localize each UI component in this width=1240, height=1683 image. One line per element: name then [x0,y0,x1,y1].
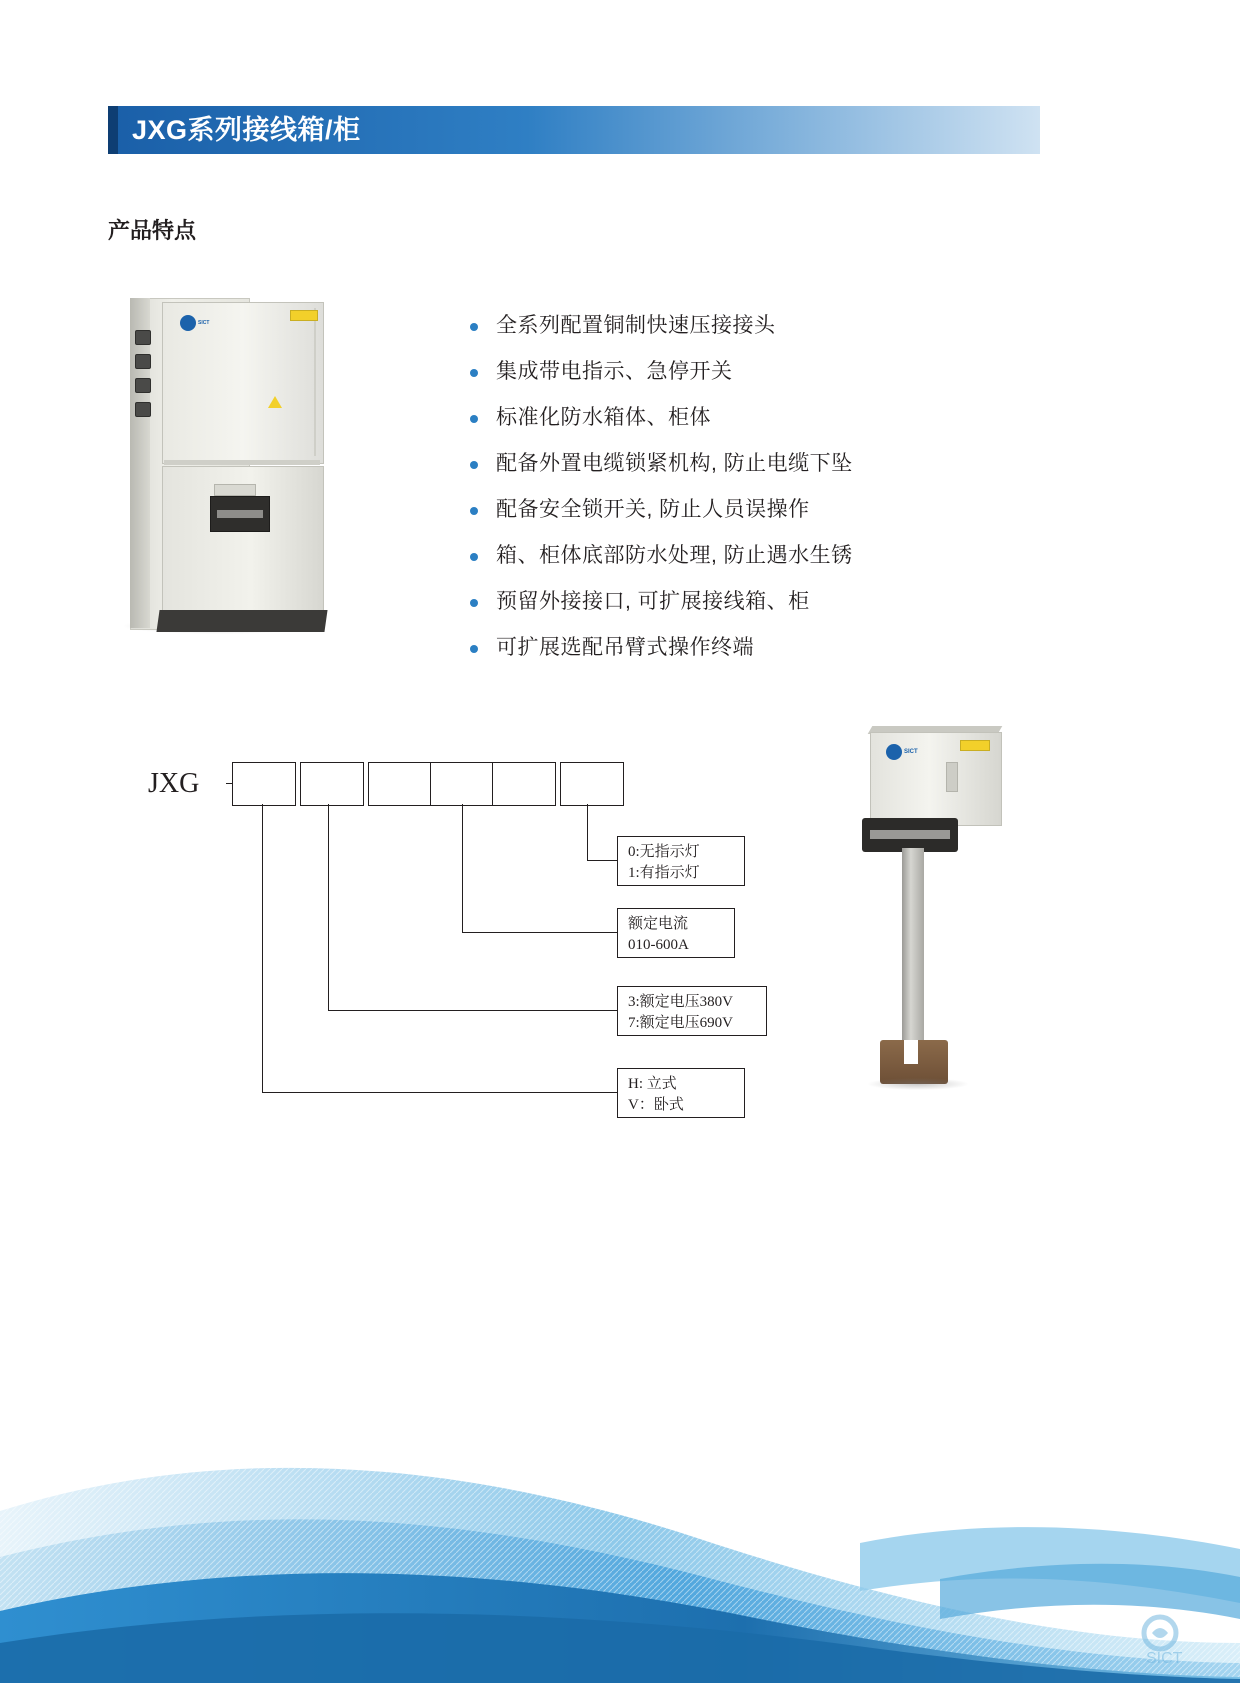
wave-svg [0,1343,1240,1683]
terminal-base-notch [904,1040,918,1064]
cabinet-base-plinth [156,610,327,632]
code-box-1[interactable] [232,762,296,806]
decorative-wave-artwork [0,1343,1240,1683]
feature-text: 集成带电指示、急停开关 [496,360,733,383]
brand-name-text: SICT [198,319,210,326]
cabinet-switch-4 [135,402,151,417]
note-line: 0:无指示灯 [628,844,700,860]
note-line: V：卧式 [628,1097,684,1113]
list-item [470,404,990,432]
feature-text: 全系列配置铜制快速压接接头 [496,314,776,337]
terminal-clamp-bar [870,830,950,839]
section-heading: 产品特点 [108,218,197,243]
terminal-product-photo [860,722,1060,1112]
warning-triangle-icon [268,396,282,408]
terminal-shadow [868,1078,968,1090]
list-item [470,312,990,340]
list-item [470,542,990,570]
feature-text: 预留外接接口, 可扩展接线箱、柜 [496,590,810,613]
leader-v-note-1 [587,804,588,860]
svg-text:SICT: SICT [1146,1650,1183,1667]
list-item [470,634,990,662]
bullet-dot-icon [470,645,478,653]
feature-text: 箱、柜体底部防水处理, 防止遇水生锈 [496,544,853,567]
leader-h-note-4 [262,1092,617,1093]
terminal-support-pole [902,848,924,1044]
leader-v-note-2 [462,804,463,932]
list-item [470,588,990,616]
cabinet-hatch-tag [214,484,256,496]
code-box-2[interactable] [300,762,364,806]
feature-text: 配备安全锁开关, 防止人员误操作 [496,498,810,521]
cabinet-side-shading [130,298,150,628]
brand-mark-icon [886,744,902,760]
feature-text: 配备外置电缆锁紧机构, 防止电缆下坠 [496,452,853,475]
brand-name-text: SICT [904,749,918,755]
leader-v-note-4 [262,804,263,1092]
code-box-4[interactable] [430,762,494,806]
cabinet-cable-clamp [210,496,270,532]
note-line: 1:有指示灯 [628,865,700,881]
note-box-indicator-lamp [617,836,745,886]
note-line: 额定电流 [628,916,689,932]
page-title: JXG系列接线箱/柜 [132,115,361,145]
feature-text: 标准化防水箱体、柜体 [496,406,711,429]
list-item [470,496,990,524]
brand-mark-icon [180,315,196,331]
note-line: H: 立式 [628,1076,677,1092]
leader-h-note-1 [587,860,617,861]
list-item [470,358,990,386]
code-box-3[interactable] [368,762,432,806]
note-line: 010-600A [628,937,689,953]
bullet-dot-icon [470,507,478,515]
page-title-banner [108,106,1040,154]
cabinet-switch-3 [135,378,151,393]
note-box-rated-current [617,908,735,958]
list-item [470,450,990,478]
cabinet-switch-2 [135,354,151,369]
bullet-dot-icon [470,553,478,561]
note-line: 7:额定电压690V [628,1015,734,1031]
cabinet-product-photo [118,288,328,653]
cabinet-yellow-label [290,310,318,321]
feature-text: 可扩展选配吊臂式操作终端 [496,636,754,659]
model-code-diagram [140,748,780,1128]
bullet-dot-icon [470,323,478,331]
cabinet-switch-1 [135,330,151,345]
model-prefix-label: JXG [148,768,200,799]
leader-v-note-3 [328,804,329,1010]
bullet-dot-icon [470,369,478,377]
note-box-mounting-type [617,1068,745,1118]
note-box-rated-voltage [617,986,767,1036]
feature-list [470,312,990,680]
code-box-5[interactable] [492,762,556,806]
terminal-yellow-label [960,740,990,751]
bullet-dot-icon [470,415,478,423]
cabinet-brand-logo [180,314,226,334]
title-accent-bar [108,106,118,154]
cabinet-clamp-bar [217,510,263,518]
code-box-6[interactable] [560,762,624,806]
terminal-side-door [946,762,958,792]
leader-h-note-3 [328,1010,617,1011]
bullet-dot-icon [470,599,478,607]
cabinet-mid-strip [164,460,320,465]
watermark-logo-icon [1140,1611,1214,1667]
bullet-dot-icon [470,461,478,469]
leader-h-note-2 [462,932,617,933]
note-line: 3:额定电压380V [628,994,734,1010]
